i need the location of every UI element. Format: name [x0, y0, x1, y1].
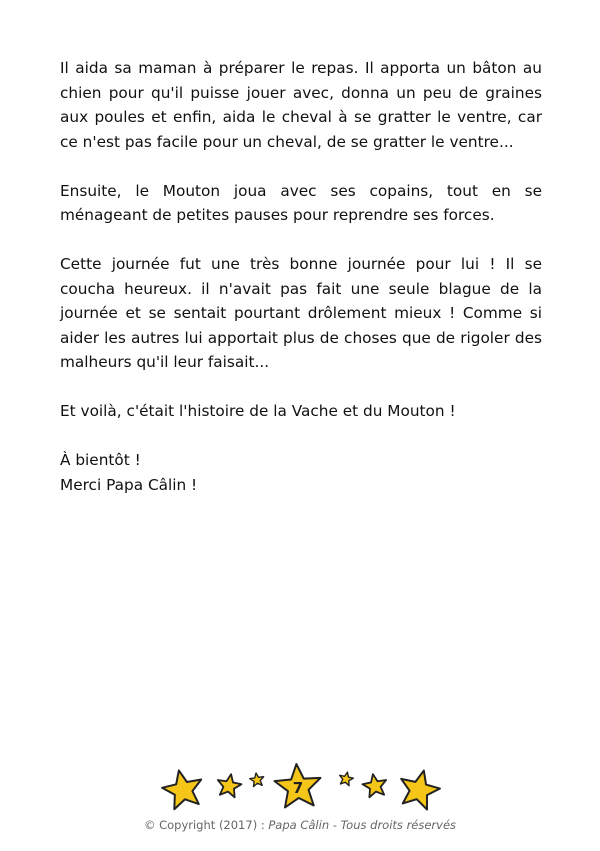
- closing-line-1: À bientôt !: [60, 451, 141, 469]
- paragraph: Et voilà, c'était l'histoire de la Vache et du Mouton !: [60, 402, 456, 420]
- star-icon: [395, 766, 443, 812]
- copyright-prefix: © Copyright (2017) :: [143, 818, 269, 832]
- star-icon: [338, 771, 354, 787]
- star-icon: [361, 772, 388, 798]
- footer-stars: [0, 758, 600, 818]
- page-body: [60, 56, 542, 522]
- paragraph: Il aida sa maman à préparer le repas. Il apporta un bâton au chien pour qu'il puisse jouer avec, donna un peu de graines aux poules et enfin, aida le cheval à se gratter le ventre, car ce n'est pas facile pour un cheval, de se gratter le ventre...: [60, 59, 542, 151]
- star-icon: [249, 772, 265, 787]
- page-number: 7: [292, 779, 304, 797]
- closing-line-2: Merci Papa Câlin !: [60, 475, 198, 494]
- star-icon: [215, 772, 242, 798]
- copyright-notice: [0, 818, 600, 832]
- paragraph: Ensuite, le Mouton joua avec ses copains, tout en se ménageant de petites pauses pour reprendre ses forces.: [60, 181, 542, 224]
- copyright-owner: Papa Câlin - Tous droits réservés: [268, 818, 457, 832]
- paragraph: Cette journée fut une très bonne journée pour lui ! Il se coucha heureux. il n'avait pas fait une seule blague de la journée et se sentait pourtant drôlement mieux ! Comme si aider les autres lui apportait plus de choses que de rigoler des malheurs qu'il leur faisait...: [60, 255, 542, 371]
- stars-decoration: [0, 758, 600, 818]
- closing: [60, 448, 542, 497]
- star-icon: [159, 766, 206, 811]
